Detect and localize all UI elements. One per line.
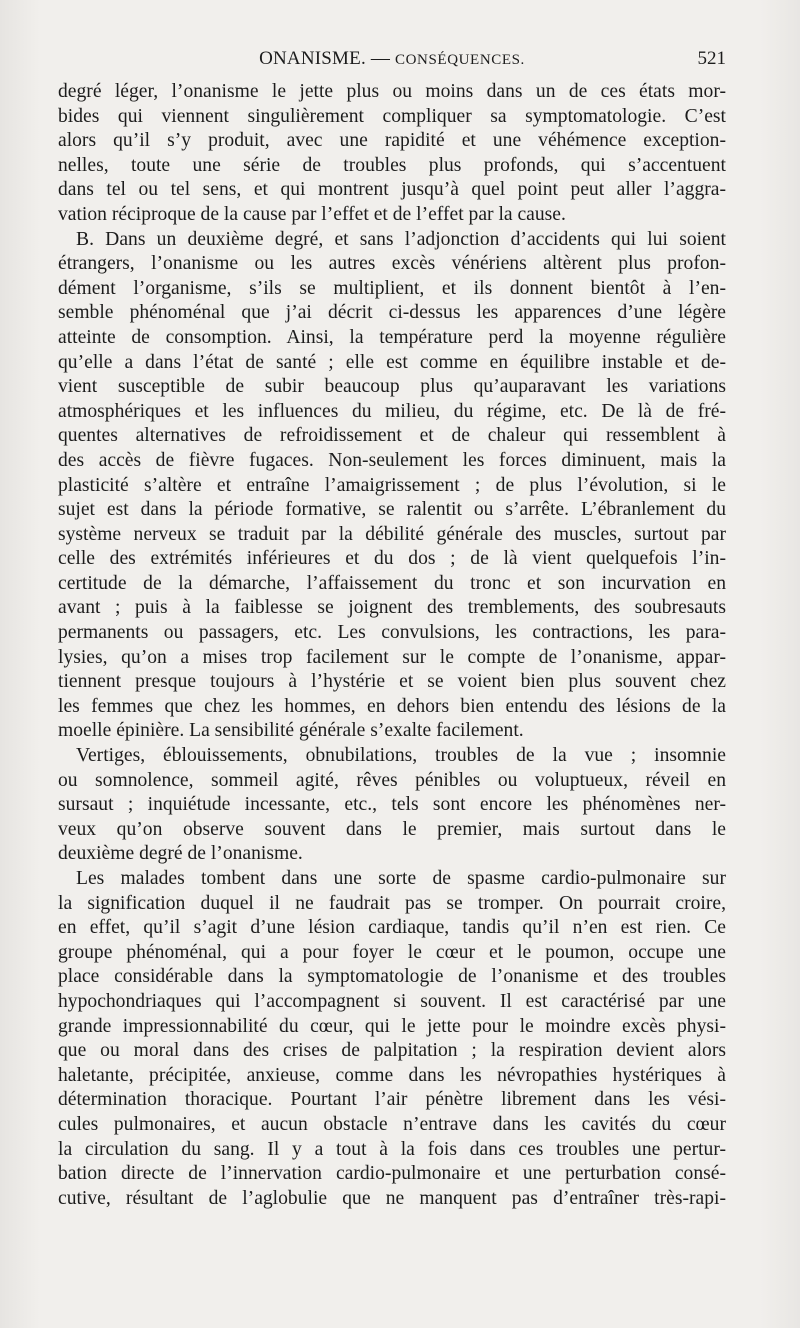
text-line: qu’elle a dans l’état de santé ; elle est comme en équilibre instable et de- xyxy=(58,351,726,373)
page-number: 521 xyxy=(697,48,726,69)
text-line: Les malades tombent dans une sorte de spasme cardio-pulmonaire sur xyxy=(76,868,726,889)
text-line: nelles, toute une série de troubles plus profonds, qui s’accentuent xyxy=(58,154,726,176)
text-line: sursaut ; inquiétude incessante, etc., tels sont encore les phénomènes ner- xyxy=(58,794,726,816)
running-title-sub: CONSÉQUENCES. xyxy=(395,52,525,68)
text-line: atmosphériques et les influences du milieu, du régime, etc. De là de fré- xyxy=(58,400,726,422)
page-header xyxy=(58,46,726,72)
running-title xyxy=(58,46,726,73)
text-line: en effet, qu’il s’agit d’une lésion cardiaque, tandis qu’il n’en est rien. Ce xyxy=(58,917,726,939)
text-line: bation directe de l’innervation cardio-pulmonaire et une perturbation consé- xyxy=(58,1163,726,1185)
text-line: plasticité s’altère et entraîne l’amaigrissement ; de plus l’évolution, si le xyxy=(58,474,726,496)
text-line: bides qui viennent singulièrement compliquer sa symptomatologie. C’est xyxy=(58,105,726,127)
text-line: grande impressionnabilité du cœur, qui le jette pour le moindre excès physi- xyxy=(58,1015,726,1037)
text-line: la signification duquel il ne faudrait pas se tromper. On pourrait croire, xyxy=(58,892,726,914)
text-line: cutive, résultant de l’aglobulie que ne manquent pas d’entraîner très-rapi- xyxy=(58,1187,726,1209)
text-line: des accès de fièvre fugaces. Non-seulement les forces diminuent, mais la xyxy=(58,449,726,471)
text-line: certitude de la démarche, l’affaissement du tronc et son incurvation en xyxy=(58,572,726,594)
text-line: alors qu’il s’y produit, avec une rapidité et une véhémence exception- xyxy=(58,130,726,152)
text-line: les femmes que chez les hommes, en dehors bien entendu des lésions de la xyxy=(58,695,726,717)
text-line: que ou moral dans des crises de palpitation ; la respiration devient alors xyxy=(58,1040,726,1062)
text-line: haletante, précipitée, anxieuse, comme dans les névropathies hystériques à xyxy=(58,1064,726,1086)
text-line: veux qu’on observe souvent dans le premier, mais surtout dans le xyxy=(58,818,726,840)
text-line: la circulation du sang. Il y a tout à la fois dans ces troubles une pertur- xyxy=(58,1138,726,1160)
text-line: degré léger, l’onanisme le jette plus ou moins dans un de ces états mor- xyxy=(58,81,726,102)
body-text xyxy=(58,80,726,1211)
text-line: étrangers, l’onanisme ou les autres excès vénériens altèrent plus profon- xyxy=(58,253,726,275)
text-line: celle des extrémités inférieures et du dos ; de là vient quelquefois l’in- xyxy=(58,548,726,570)
text-line: tiennent presque toujours à l’hystérie et se voient bien plus souvent chez xyxy=(58,671,726,693)
text-line: hypochondriaques qui l’accompagnent si souvent. Il est caractérisé par une xyxy=(58,990,726,1012)
text-line: avant ; puis à la faiblesse se joignent des tremblements, des soubresauts xyxy=(58,597,726,619)
text-line: quentes alternatives de refroidissement et de chaleur qui ressemblent à xyxy=(58,425,726,447)
text-line: ou somnolence, sommeil agité, rêves pénibles ou voluptueux, réveil en xyxy=(58,769,726,791)
running-title-main: ONANISME. xyxy=(259,48,366,69)
text-line: B. Dans un deuxième degré, et sans l’adjonction d’accidents qui lui soient xyxy=(76,228,726,250)
text-line: semble phénoménal que j’ai décrit ci-dessus les apparences d’une légère xyxy=(58,302,726,324)
text-line: détermination thoracique. Pourtant l’air pénètre librement dans les vési- xyxy=(58,1089,726,1111)
text-line: vient susceptible de subir beaucoup plus qu’auparavant les variations xyxy=(58,376,726,398)
text-line: lysies, qu’on a mises trop facilement sur le compte de l’onanisme, appar- xyxy=(58,646,726,668)
text-line: système nerveux se traduit par la débilité générale des muscles, surtout par xyxy=(58,523,726,545)
text-line: vation réciproque de la cause par l’effet et de l’effet par la cause. xyxy=(58,203,566,225)
text-line: sujet est dans la période formative, se ralentit ou s’arrête. L’ébranlement du xyxy=(58,499,726,521)
text-line: cules pulmonaires, et aucun obstacle n’entrave dans les cavités du cœur xyxy=(58,1113,726,1135)
running-title-dash: — xyxy=(370,48,391,69)
text-line: groupe phénoménal, qui a pour foyer le cœur et le poumon, occupe une xyxy=(58,941,726,963)
text-line: deuxième degré de l’onanisme. xyxy=(58,843,303,865)
text-line: place considérable dans la symptomatologie de l’onanisme et des troubles xyxy=(58,966,726,988)
text-line: dans tel ou tel sens, et qui montrent jusqu’à quel point peut aller l’aggra- xyxy=(58,179,726,201)
text-line: dément l’organisme, s’ils se multiplient, et ils donnent bientôt à l’en- xyxy=(58,277,726,299)
text-line: moelle épinière. La sensibilité générale s’exalte facilement. xyxy=(58,720,524,742)
text-line: Vertiges, éblouissements, obnubilations, troubles de la vue ; insomnie xyxy=(76,745,726,767)
text-line: atteinte de consomption. Ainsi, la température perd la moyenne régulière xyxy=(58,326,726,348)
text-line: permanents ou passagers, etc. Les convulsions, les contractions, les para- xyxy=(58,622,726,644)
